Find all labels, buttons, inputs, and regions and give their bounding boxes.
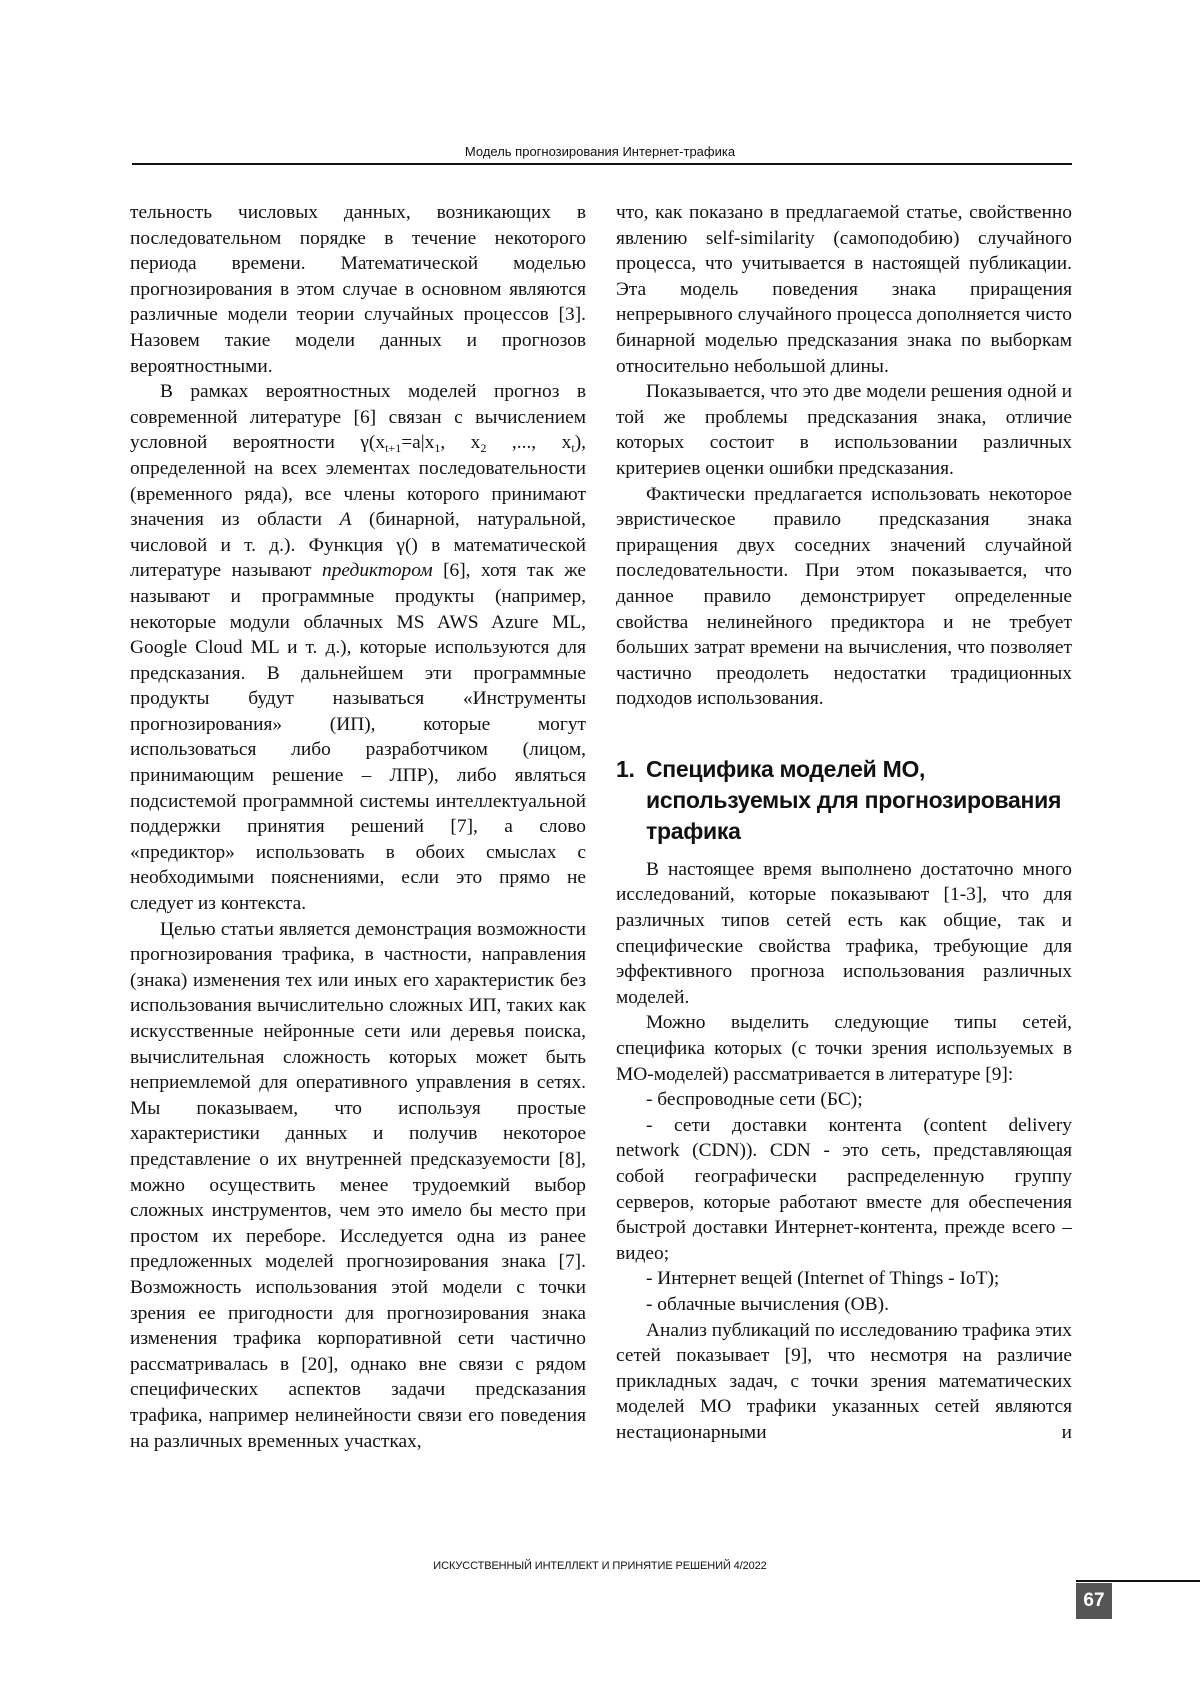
- right-paragraph-6: Анализ публикаций по исследованию трафика этих сетей показывает [9], что несмотря на различие прикладных задач, с точки зрения математических моделей МО трафики указанных сетей являются нестационарными и: [616, 1319, 1072, 1443]
- right-paragraph-3: Фактически предлагается использовать некоторое эвристическое правило предсказания знака приращения двух соседних значений случайной последовательности. При этом показывается, что данное правило демонстрирует определенные свойства нелинейного предиктора и не требует больших затрат времени на вычисления, что позволяет частично преодолеть недостатки традиционных подходов использования.: [616, 483, 1072, 710]
- subscript: 1: [434, 441, 441, 456]
- footer-rule: [1076, 1580, 1200, 1582]
- left-paragraph-1: тельность числовых данных, возникающих в последовательном порядке в течение некоторого периода времени. Математической моделью прогнозирования в этом случае в основном являются различные модели теории случайных процессов [3]. Назовем такие модели данных и прогнозов вероятностными.: [130, 202, 586, 377]
- domain-symbol: A: [339, 509, 352, 531]
- section-heading: [616, 754, 1072, 847]
- text-span: ), определенной на всех элементах последовательности (временного ряда), все члены которого принимают значения из области: [130, 432, 586, 531]
- text-span: , x: [440, 432, 481, 454]
- text-span: =a|x: [401, 432, 435, 454]
- right-paragraph-4: В настоящее время выполнено достаточно много исследований, которые показывают [1-3], что для различных типов сетей есть как общие, так и специфические свойства трафика, требующие для эффективного прогноза использования различных моделей.: [616, 858, 1072, 1008]
- text-span: В рамках вероятностных моделей прогноз в современной литературе [6] связан с вычислением условной вероятности γ(x: [130, 381, 586, 454]
- left-column: [130, 200, 586, 1454]
- subscript: 2: [480, 441, 487, 456]
- right-paragraph-5: Можно выделить следующие типы сетей, специфика которых (с точки зрения используемых в МО-моделей) рассматривается в литературе [9]:: [616, 1012, 1072, 1085]
- list-item: - беспроводные сети (БС);: [646, 1089, 863, 1111]
- text-span: [6], хотя так же называют и программные продукты (например, некоторые модули облачных MS AWS Azure ML, Google Cloud ML и т. д.), которые используются для предсказания. В дальнейшем эти программные продукты будут называться «Инструменты прогнозирования» (ИП), которые могут использоваться либо разработчиком (лицом, принимающим решение – ЛПР), либо являться подсистемой программной системы интеллектуальной поддержки принятия решений [7], а слово «предиктор» использовать в обоих смыслах с необходимыми пояснениями, если это прямо не следует из контекста.: [130, 560, 586, 915]
- subscript: t+1: [385, 441, 402, 456]
- right-paragraph-1: что, как показано в предлагаемой статье, свойственно явлению self-similarity (самоподобию) случайного процесса, что учитывается в настоящей публикации. Эта модель поведения знака приращения непрерывного случайного процесса дополняется чисто бинарной моделью предсказания знака по выборкам относительно небольшой длины.: [616, 202, 1072, 377]
- text-span: (бинарной, натуральной, числовой и т. д.). Функция γ() в математической литературе называют: [130, 509, 587, 582]
- right-paragraph-2: Показывается, что это две модели решения одной и той же проблемы предсказания знака, отличие которых состоит в использовании различных критериев оценки ошибки предсказания.: [616, 381, 1072, 479]
- page-number: 67: [1076, 1583, 1112, 1619]
- list-item: - облачные вычисления (ОВ).: [646, 1293, 889, 1315]
- list-item-continuation: network (CDN)). CDN - это сеть, представляющая собой географически распределенную группу серверов, которые работают вместе для обеспечения быстрой доставки Интернет-контента, прежде всего – видео;: [616, 1140, 1072, 1264]
- text-span: ,..., x: [486, 432, 572, 454]
- running-title: Модель прогнозирования Интернет-трафика: [464, 144, 736, 159]
- subscript: t: [571, 441, 575, 456]
- left-paragraph-2: [130, 379, 586, 916]
- journal-footer: ИСКУССТВЕННЫЙ ИНТЕЛЛЕКТ И ПРИНЯТИЕ РЕШЕНИЙ 4/2022: [433, 1560, 767, 1572]
- section-title: Специфика моделей МО, используемых для прогнозирования трафика: [646, 755, 1062, 844]
- list-item: - Интернет вещей (Internet of Things - IoT);: [646, 1268, 1000, 1290]
- predictor-term: предиктором: [322, 560, 433, 582]
- header-rule: [132, 163, 1072, 165]
- section-number: 1.: [616, 755, 635, 782]
- left-paragraph-3: Целью статьи является демонстрация возможности прогнозирования трафика, в частности, направления (знака) изменения тех или иных его характеристик без использования вычислительно сложных ИП, таких как искусственные нейронные сети или деревья поиска, вычислительная сложность которых может быть неприемлемой для оперативного управления в сетях. Мы показываем, что используя простые характеристики данных и получив некоторое представление о их внутренней предсказуемости [8], можно осуществить менее трудоемкий выбор сложных инструментов, чем это имело бы место при простом их переборе. Исследуется одна из ранее предложенных моделей прогнозирования знака [7]. Возможность использования этой модели с точки зрения ее пригодности для прогнозирования знака изменения трафика корпоративной сети частично рассматривалась в [20], однако вне связи с рядом специфических аспектов задачи предсказания трафика, например нелинейности связи его поведения на различных временных участках,: [130, 918, 586, 1452]
- right-column: [616, 200, 1072, 1446]
- list-item: - сети доставки контента (content delivery: [646, 1114, 1072, 1136]
